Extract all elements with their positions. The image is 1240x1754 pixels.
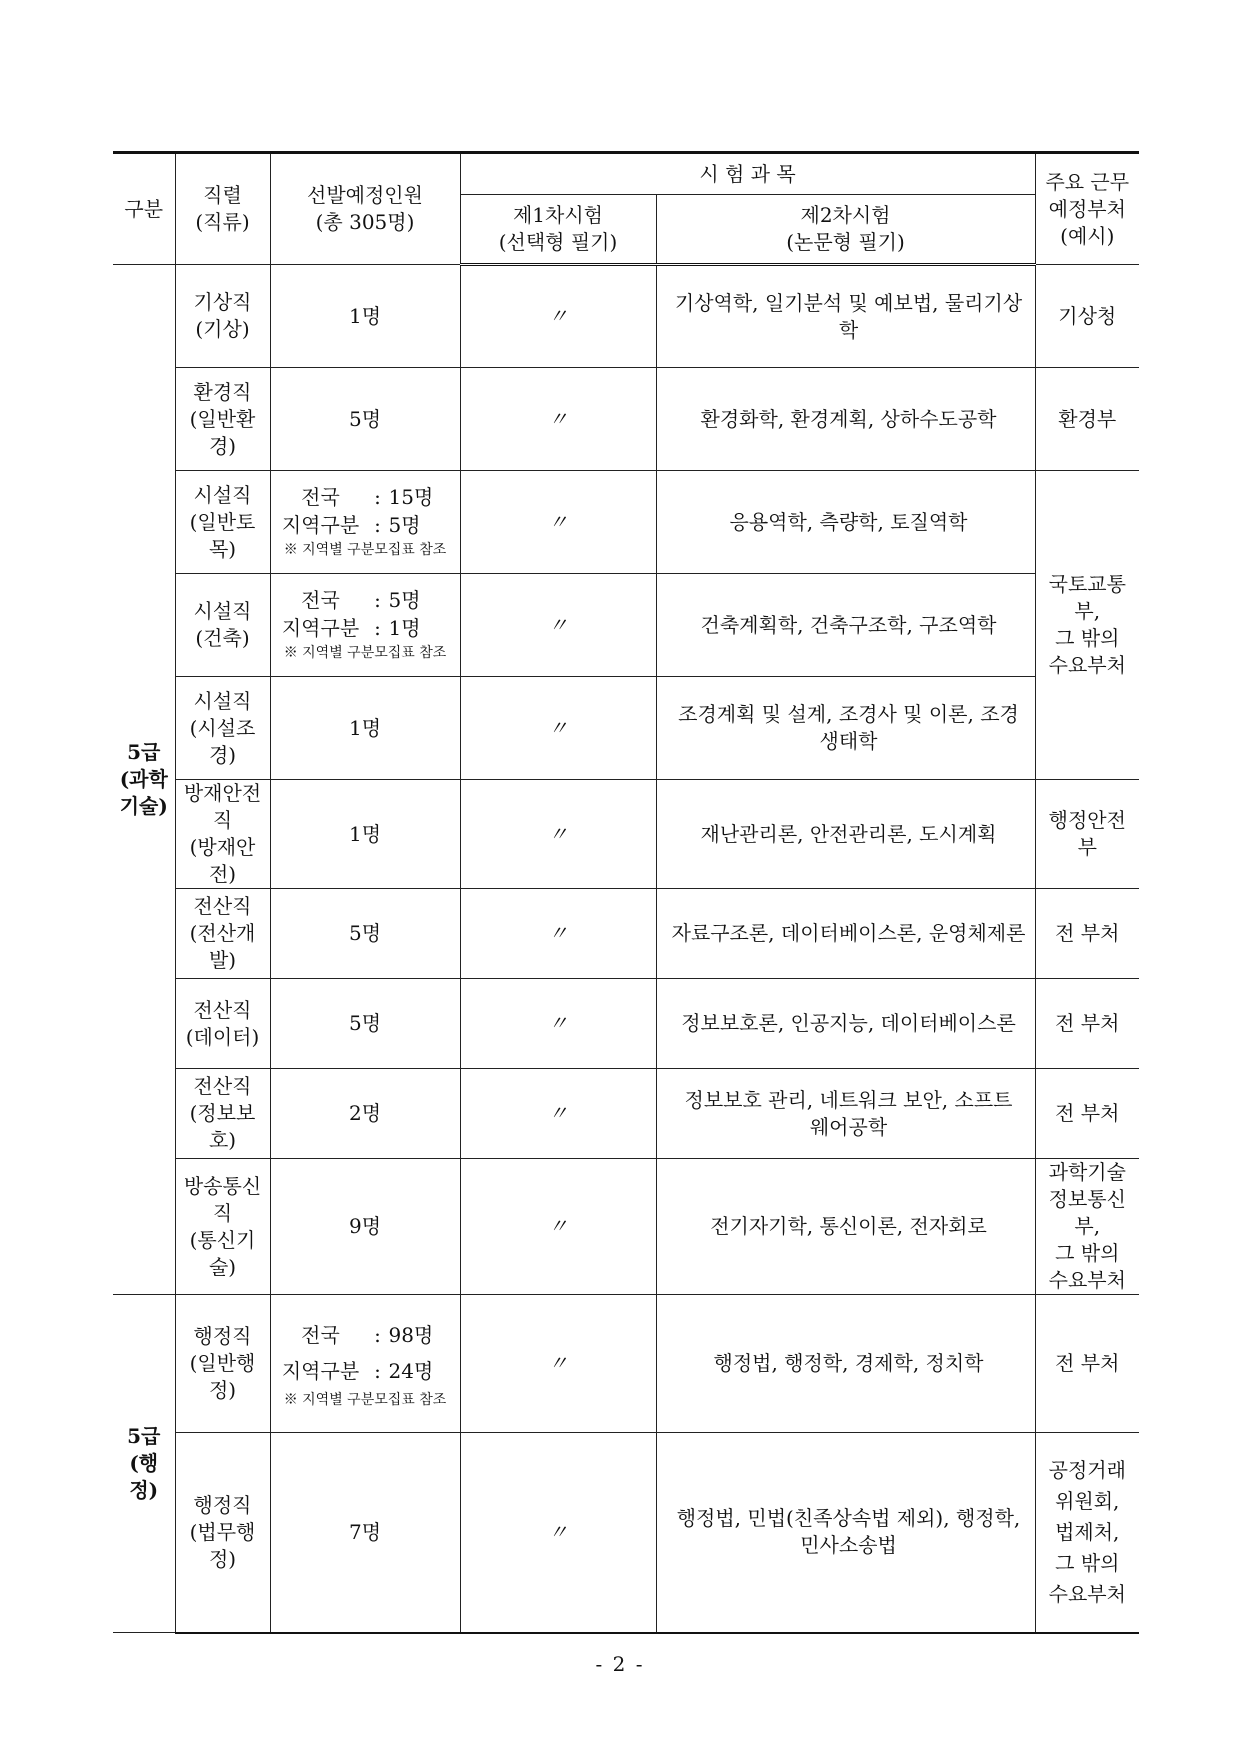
quota-cell: 전국 : 5명 지역구분 : 1명 ※ 지역별 구분모집표 참조 xyxy=(270,574,460,677)
exam1-cell: 〃 xyxy=(460,574,656,677)
table-row xyxy=(113,368,1139,471)
table-row xyxy=(113,265,1139,368)
exam2-cell: 행정법, 행정학, 경제학, 정치학 xyxy=(656,1295,1035,1433)
exam2-cell: 응용역학, 측량학, 토질역학 xyxy=(656,471,1035,574)
job-cell: 방재안전직 (방재안전) xyxy=(175,780,270,889)
table-row xyxy=(113,471,1139,574)
job-cell: 시설직 (건축) xyxy=(175,574,270,677)
header-dept: 주요 근무 예정부처 (예시) xyxy=(1035,153,1139,265)
dept-cell: 공정거래 위원회, 법제처, 그 밖의 수요부처 xyxy=(1035,1433,1139,1633)
header-exam1: 제1차시험 (선택형 필기) xyxy=(460,195,656,265)
table-row xyxy=(113,574,1139,677)
quota-cell: 2명 xyxy=(270,1069,460,1159)
job-cell: 시설직 (시설조경) xyxy=(175,677,270,780)
header-gubun: 구분 xyxy=(113,153,175,265)
exam2-cell: 정보보호 관리, 네트워크 보안, 소프트 웨어공학 xyxy=(656,1069,1035,1159)
exam2-cell: 행정법, 민법(친족상속법 제외), 행정학, 민사소송법 xyxy=(656,1433,1035,1633)
quota-cell: 7명 xyxy=(270,1433,460,1633)
exam1-cell: 〃 xyxy=(460,368,656,471)
job-cell: 전산직 (전산개발) xyxy=(175,889,270,979)
quota-cell: 1명 xyxy=(270,780,460,889)
job-cell: 환경직 (일반환경) xyxy=(175,368,270,471)
exam2-cell: 기상역학, 일기분석 및 예보법, 물리기상학 xyxy=(656,265,1035,368)
exam2-cell: 자료구조론, 데이터베이스론, 운영체제론 xyxy=(656,889,1035,979)
table-row xyxy=(113,1295,1139,1433)
dept-cell: 전 부처 xyxy=(1035,889,1139,979)
exam1-cell: 〃 xyxy=(460,1069,656,1159)
job-cell: 시설직 (일반토목) xyxy=(175,471,270,574)
quota-cell: 1명 xyxy=(270,265,460,368)
job-cell: 행정직 (일반행정) xyxy=(175,1295,270,1433)
dept-cell-shared: 국토교통부, 그 밖의 수요부처 xyxy=(1035,471,1139,780)
table-row xyxy=(113,1433,1139,1633)
dept-cell: 전 부처 xyxy=(1035,1295,1139,1433)
table-row xyxy=(113,1159,1139,1295)
exam1-cell: 〃 xyxy=(460,979,656,1069)
page-number: - 2 - xyxy=(595,1652,645,1676)
exam1-cell: 〃 xyxy=(460,1433,656,1633)
header-quota: 선발예정인원 (총 305명) xyxy=(270,153,460,265)
table-row xyxy=(113,677,1139,780)
dept-cell: 과학기술 정보통신부, 그 밖의 수요부처 xyxy=(1035,1159,1139,1295)
exam1-cell: 〃 xyxy=(460,1295,656,1433)
exam1-cell: 〃 xyxy=(460,677,656,780)
exam2-cell: 재난관리론, 안전관리론, 도시계획 xyxy=(656,780,1035,889)
quota-cell: 1명 xyxy=(270,677,460,780)
dept-cell: 기상청 xyxy=(1035,265,1139,368)
exam2-cell: 정보보호론, 인공지능, 데이터베이스론 xyxy=(656,979,1035,1069)
exam1-cell: 〃 xyxy=(460,1159,656,1295)
header-subjects: 시 험 과 목 xyxy=(460,153,1035,195)
quota-cell: 전국 : 98명 지역구분 : 24명 ※ 지역별 구분모집표 참조 xyxy=(270,1295,460,1433)
section-admin: 5급 (행정) xyxy=(113,1295,175,1633)
table-row xyxy=(113,889,1139,979)
quota-cell: 5명 xyxy=(270,979,460,1069)
exam1-cell: 〃 xyxy=(460,471,656,574)
dept-cell: 전 부처 xyxy=(1035,979,1139,1069)
table-row xyxy=(113,780,1139,889)
header-jikryeol: 직렬 (직류) xyxy=(175,153,270,265)
exam1-cell: 〃 xyxy=(460,889,656,979)
quota-cell: 5명 xyxy=(270,889,460,979)
job-cell: 행정직 (법무행정) xyxy=(175,1433,270,1633)
section-science: 5급 (과학 기술) xyxy=(113,265,175,1295)
exam2-cell: 조경계획 및 설계, 조경사 및 이론, 조경 생태학 xyxy=(656,677,1035,780)
table-row xyxy=(113,979,1139,1069)
dept-cell: 행정안전부 xyxy=(1035,780,1139,889)
dept-cell: 전 부처 xyxy=(1035,1069,1139,1159)
job-cell: 기상직 (기상) xyxy=(175,265,270,368)
table-row xyxy=(113,1069,1139,1159)
exam1-cell: 〃 xyxy=(460,780,656,889)
quota-cell: 전국 : 15명 지역구분 : 5명 ※ 지역별 구분모집표 참조 xyxy=(270,471,460,574)
exam2-cell: 건축계획학, 건축구조학, 구조역학 xyxy=(656,574,1035,677)
exam2-cell: 환경화학, 환경계획, 상하수도공학 xyxy=(656,368,1035,471)
dept-cell: 환경부 xyxy=(1035,368,1139,471)
exam1-cell: 〃 xyxy=(460,265,656,368)
quota-cell: 5명 xyxy=(270,368,460,471)
exam2-cell: 전기자기학, 통신이론, 전자회로 xyxy=(656,1159,1035,1295)
job-cell: 전산직 (정보보호) xyxy=(175,1069,270,1159)
exam-subjects-table xyxy=(113,151,1139,1634)
job-cell: 방송통신직 (통신기술) xyxy=(175,1159,270,1295)
job-cell: 전산직 (데이터) xyxy=(175,979,270,1069)
quota-cell: 9명 xyxy=(270,1159,460,1295)
header-exam2: 제2차시험 (논문형 필기) xyxy=(656,195,1035,265)
